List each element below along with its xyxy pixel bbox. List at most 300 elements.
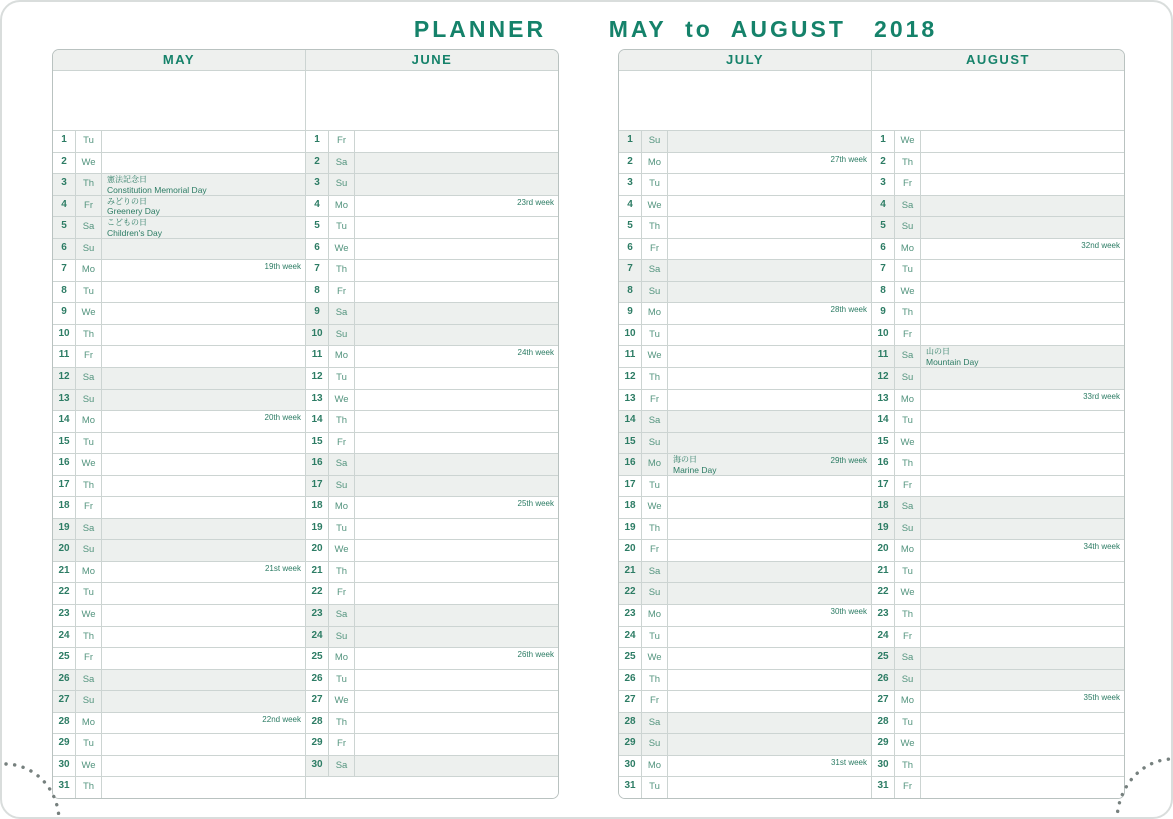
day-row (306, 690, 558, 712)
day-row (53, 259, 305, 281)
day-of-week: Su (329, 476, 355, 497)
day-row (53, 453, 305, 475)
month-column-may (53, 50, 305, 798)
day-of-week: Tu (76, 282, 102, 303)
day-entry-cell (921, 282, 1124, 303)
day-row (306, 453, 558, 475)
day-number: 24 (872, 627, 895, 648)
holiday-label (107, 218, 162, 238)
day-of-week: Su (895, 217, 921, 238)
day-number: 7 (619, 260, 642, 281)
day-entry-cell (668, 346, 871, 367)
day-entry-cell (102, 562, 305, 583)
day-row (306, 647, 558, 669)
day-of-week: Mo (329, 346, 355, 367)
notes-area-june (306, 71, 558, 130)
day-of-week: We (76, 454, 102, 475)
day-of-week: Sa (76, 368, 102, 389)
day-row (306, 582, 558, 604)
day-row (306, 173, 558, 195)
day-number: 29 (619, 734, 642, 755)
day-of-week: Th (895, 756, 921, 777)
day-row (53, 626, 305, 648)
day-entry-cell (668, 153, 871, 174)
day-of-week: Sa (76, 217, 102, 238)
day-number: 28 (306, 713, 329, 734)
day-number: 6 (306, 239, 329, 260)
day-number: 15 (619, 433, 642, 454)
day-row (53, 173, 305, 195)
day-row (53, 712, 305, 734)
day-number: 7 (872, 260, 895, 281)
day-row (306, 755, 558, 777)
day-entry-cell (921, 454, 1124, 475)
day-of-week: Mo (329, 196, 355, 217)
day-of-week: Tu (895, 562, 921, 583)
day-of-week: We (76, 605, 102, 626)
day-of-week: Sa (895, 346, 921, 367)
right-page (618, 49, 1125, 799)
day-row (872, 712, 1124, 734)
day-entry-cell (921, 648, 1124, 669)
day-of-week: We (642, 648, 668, 669)
day-entry-cell (355, 605, 558, 626)
day-row (619, 776, 871, 798)
day-of-week: Tu (895, 713, 921, 734)
day-of-week: Su (895, 368, 921, 389)
day-entry-cell (668, 756, 871, 777)
day-entry-cell (102, 153, 305, 174)
day-entry-cell (355, 454, 558, 475)
day-number: 27 (619, 691, 642, 712)
day-entry-cell (921, 734, 1124, 755)
day-entry-cell (668, 713, 871, 734)
day-row (53, 389, 305, 411)
day-of-week: Fr (895, 627, 921, 648)
day-number: 29 (872, 734, 895, 755)
day-number: 24 (619, 627, 642, 648)
day-number: 21 (306, 562, 329, 583)
day-entry-cell (102, 174, 305, 195)
day-of-week: Th (329, 713, 355, 734)
day-of-week: Fr (76, 196, 102, 217)
day-of-week: Sa (895, 497, 921, 518)
day-row (53, 367, 305, 389)
day-row (872, 582, 1124, 604)
day-of-week: Tu (76, 734, 102, 755)
day-entry-cell (355, 239, 558, 260)
day-number: 11 (619, 346, 642, 367)
day-of-week: Mo (642, 153, 668, 174)
day-number: 30 (53, 756, 76, 777)
day-number: 27 (306, 691, 329, 712)
day-number: 1 (306, 131, 329, 152)
day-of-week: Sa (642, 562, 668, 583)
day-number: 5 (306, 217, 329, 238)
day-entry-cell (102, 583, 305, 604)
day-row (306, 561, 558, 583)
day-number: 12 (872, 368, 895, 389)
holiday-name-english: Mountain Day (926, 357, 979, 368)
day-row (619, 410, 871, 432)
day-entry-cell (921, 519, 1124, 540)
day-of-week: Su (895, 519, 921, 540)
day-entry-cell (921, 562, 1124, 583)
day-entry-cell (355, 691, 558, 712)
day-row (872, 195, 1124, 217)
day-entry-cell (102, 390, 305, 411)
day-of-week: Mo (76, 411, 102, 432)
day-number: 21 (53, 562, 76, 583)
day-number: 26 (53, 670, 76, 691)
day-of-week: Fr (329, 433, 355, 454)
day-number: 3 (53, 174, 76, 195)
day-number: 30 (306, 756, 329, 777)
day-of-week: We (895, 282, 921, 303)
day-number: 11 (53, 346, 76, 367)
day-entry-cell (921, 390, 1124, 411)
day-of-week: Fr (642, 390, 668, 411)
day-entry-cell (102, 519, 305, 540)
day-entry-cell (921, 174, 1124, 195)
holiday-label (673, 455, 716, 475)
day-entry-cell (668, 540, 871, 561)
day-entry-cell (355, 734, 558, 755)
day-of-week: We (642, 346, 668, 367)
day-entry-cell (668, 691, 871, 712)
day-of-week: Su (642, 583, 668, 604)
day-number: 9 (619, 303, 642, 324)
holiday-label (107, 197, 160, 217)
day-row (53, 345, 305, 367)
day-row (619, 281, 871, 303)
day-of-week: Fr (329, 282, 355, 303)
day-number: 24 (306, 627, 329, 648)
day-row (619, 755, 871, 777)
day-row (53, 130, 305, 152)
day-number: 13 (619, 390, 642, 411)
week-number-label: 29th week (830, 456, 867, 466)
day-entry-cell (355, 217, 558, 238)
day-of-week: Th (642, 519, 668, 540)
day-number: 17 (872, 476, 895, 497)
day-entry-cell (668, 282, 871, 303)
day-number: 27 (872, 691, 895, 712)
day-of-week: Mo (895, 691, 921, 712)
day-of-week: Tu (329, 519, 355, 540)
day-number: 31 (53, 777, 76, 798)
day-number: 23 (306, 605, 329, 626)
day-row (306, 539, 558, 561)
day-entry-cell (355, 497, 558, 518)
month-column-june (305, 50, 558, 798)
day-of-week: Tu (642, 777, 668, 798)
day-entry-cell (355, 368, 558, 389)
day-entry-cell (355, 540, 558, 561)
left-page (52, 49, 559, 799)
holiday-name-japanese: みどりの日 (107, 196, 147, 206)
day-number: 9 (306, 303, 329, 324)
day-number: 19 (619, 519, 642, 540)
day-number: 10 (872, 325, 895, 346)
day-row (872, 561, 1124, 583)
day-of-week: Th (329, 260, 355, 281)
day-entry-cell (668, 411, 871, 432)
day-entry-cell (102, 476, 305, 497)
day-row (872, 453, 1124, 475)
day-entry-cell (921, 303, 1124, 324)
month-header-may: MAY (53, 50, 305, 71)
day-entry-cell (102, 691, 305, 712)
day-row (53, 647, 305, 669)
day-of-week: Tu (642, 174, 668, 195)
week-number-label: 28th week (830, 305, 867, 315)
day-of-week: Tu (76, 131, 102, 152)
day-row (619, 604, 871, 626)
day-of-week: Tu (895, 260, 921, 281)
day-row (619, 238, 871, 260)
day-number: 20 (53, 540, 76, 561)
day-number: 1 (619, 131, 642, 152)
day-row (53, 324, 305, 346)
day-of-week: Su (329, 325, 355, 346)
day-entry-cell (921, 777, 1124, 798)
day-of-week: Fr (76, 497, 102, 518)
day-entry-cell (668, 390, 871, 411)
day-row (306, 389, 558, 411)
day-number: 13 (306, 390, 329, 411)
day-rows-july (619, 130, 871, 798)
day-entry-cell (355, 583, 558, 604)
day-entry-cell (921, 433, 1124, 454)
day-row (872, 669, 1124, 691)
day-entry-cell (921, 368, 1124, 389)
day-row (872, 755, 1124, 777)
day-row (619, 367, 871, 389)
day-of-week: Su (642, 282, 668, 303)
day-of-week: We (895, 583, 921, 604)
day-row (872, 690, 1124, 712)
day-number: 22 (306, 583, 329, 604)
day-of-week: We (642, 497, 668, 518)
day-entry-cell (102, 756, 305, 777)
day-entry-cell (668, 519, 871, 540)
notes-area-may (53, 71, 305, 130)
day-row (619, 432, 871, 454)
day-row (53, 690, 305, 712)
day-row (306, 130, 558, 152)
day-of-week: Th (329, 562, 355, 583)
day-entry-cell (355, 713, 558, 734)
holiday-name-japanese: 山の日 (926, 347, 950, 357)
day-of-week: Th (895, 153, 921, 174)
day-number: 4 (53, 196, 76, 217)
day-row (53, 755, 305, 777)
day-row (53, 302, 305, 324)
day-of-week: Su (329, 627, 355, 648)
day-number: 15 (306, 433, 329, 454)
month-header-july: JULY (619, 50, 871, 71)
day-number: 5 (53, 217, 76, 238)
week-number-label: 30th week (830, 607, 867, 617)
day-row (619, 496, 871, 518)
day-entry-cell (921, 260, 1124, 281)
day-row (306, 152, 558, 174)
day-of-week: Mo (329, 497, 355, 518)
day-rows-june (306, 130, 558, 798)
day-rows-may (53, 130, 305, 798)
planner-title: PLANNER (413, 16, 547, 42)
day-number: 7 (306, 260, 329, 281)
day-row (619, 324, 871, 346)
day-row (53, 281, 305, 303)
day-of-week: We (642, 196, 668, 217)
week-number-label: 21st week (264, 563, 301, 573)
day-row (53, 733, 305, 755)
day-row (619, 712, 871, 734)
day-of-week: Tu (329, 670, 355, 691)
day-number: 16 (306, 454, 329, 475)
day-number: 25 (306, 648, 329, 669)
day-entry-cell (355, 433, 558, 454)
day-of-week: Fr (642, 239, 668, 260)
day-row (619, 561, 871, 583)
day-entry-cell (355, 390, 558, 411)
day-row (872, 130, 1124, 152)
day-entry-cell (102, 260, 305, 281)
day-entry-cell (102, 368, 305, 389)
day-row (872, 238, 1124, 260)
day-entry-cell (921, 131, 1124, 152)
day-row (53, 152, 305, 174)
day-entry-cell (102, 734, 305, 755)
day-row (53, 238, 305, 260)
day-of-week: Th (76, 777, 102, 798)
day-of-week: Su (76, 691, 102, 712)
day-entry-cell (921, 196, 1124, 217)
day-number: 16 (872, 454, 895, 475)
day-row (872, 647, 1124, 669)
day-of-week: Th (895, 605, 921, 626)
week-number-label: 23rd week (517, 197, 554, 207)
day-entry-cell (921, 217, 1124, 238)
day-number: 28 (872, 713, 895, 734)
day-row (306, 669, 558, 691)
day-of-week: Tu (895, 411, 921, 432)
day-number: 22 (53, 583, 76, 604)
day-number: 9 (53, 303, 76, 324)
day-entry-cell (102, 713, 305, 734)
day-number: 6 (619, 239, 642, 260)
day-of-week: Fr (329, 583, 355, 604)
day-entry-cell (668, 325, 871, 346)
day-of-week: Tu (642, 476, 668, 497)
day-of-week: We (329, 691, 355, 712)
day-entry-cell (102, 411, 305, 432)
day-number: 22 (619, 583, 642, 604)
week-number-label: 33rd week (1083, 391, 1120, 401)
day-row (306, 712, 558, 734)
day-number: 29 (53, 734, 76, 755)
day-number: 4 (306, 196, 329, 217)
day-entry-cell (102, 605, 305, 626)
holiday-name-japanese: こどもの日 (107, 218, 147, 228)
day-entry-cell (102, 303, 305, 324)
day-row (306, 238, 558, 260)
day-of-week: Tu (642, 325, 668, 346)
day-entry-cell (921, 540, 1124, 561)
day-number: 21 (619, 562, 642, 583)
day-row (872, 281, 1124, 303)
day-of-week: Fr (895, 174, 921, 195)
day-number: 31 (619, 777, 642, 798)
holiday-label (107, 175, 207, 195)
day-number: 26 (619, 670, 642, 691)
day-entry-cell (355, 562, 558, 583)
day-rows-august (872, 130, 1124, 798)
day-entry-cell (102, 325, 305, 346)
week-number-label: 19th week (264, 262, 301, 272)
day-row (619, 582, 871, 604)
day-row (53, 518, 305, 540)
day-row (619, 302, 871, 324)
day-row (619, 647, 871, 669)
day-row (872, 259, 1124, 281)
day-entry-cell (355, 131, 558, 152)
day-row (872, 152, 1124, 174)
day-row (619, 259, 871, 281)
day-number: 25 (53, 648, 76, 669)
day-row (306, 733, 558, 755)
day-of-week: Su (329, 174, 355, 195)
day-row (306, 324, 558, 346)
day-of-week: Sa (642, 411, 668, 432)
day-number: 23 (619, 605, 642, 626)
day-row (872, 367, 1124, 389)
day-number: 24 (53, 627, 76, 648)
holiday-name-english: Marine Day (673, 464, 717, 475)
day-of-week: Tu (642, 627, 668, 648)
day-row (619, 733, 871, 755)
day-of-week: Sa (642, 713, 668, 734)
day-number: 29 (306, 734, 329, 755)
day-entry-cell (668, 239, 871, 260)
day-number: 20 (306, 540, 329, 561)
day-entry-cell (921, 411, 1124, 432)
day-entry-cell (921, 756, 1124, 777)
week-number-label: 32nd week (1081, 240, 1120, 250)
day-entry-cell (921, 670, 1124, 691)
day-of-week: Fr (895, 777, 921, 798)
day-entry-cell (668, 433, 871, 454)
day-row (872, 776, 1124, 798)
day-entry-cell (668, 303, 871, 324)
day-number: 26 (306, 670, 329, 691)
month-header-august: AUGUST (872, 50, 1124, 71)
day-entry-cell (668, 734, 871, 755)
day-entry-cell (102, 497, 305, 518)
week-number-label: 22nd week (262, 714, 301, 724)
day-entry-cell (355, 153, 558, 174)
day-row (619, 195, 871, 217)
day-entry-cell (921, 346, 1124, 367)
day-number: 11 (872, 346, 895, 367)
day-row (53, 604, 305, 626)
day-of-week: Mo (642, 605, 668, 626)
day-of-week: Th (329, 411, 355, 432)
day-of-week: Sa (329, 454, 355, 475)
day-entry-cell (921, 691, 1124, 712)
